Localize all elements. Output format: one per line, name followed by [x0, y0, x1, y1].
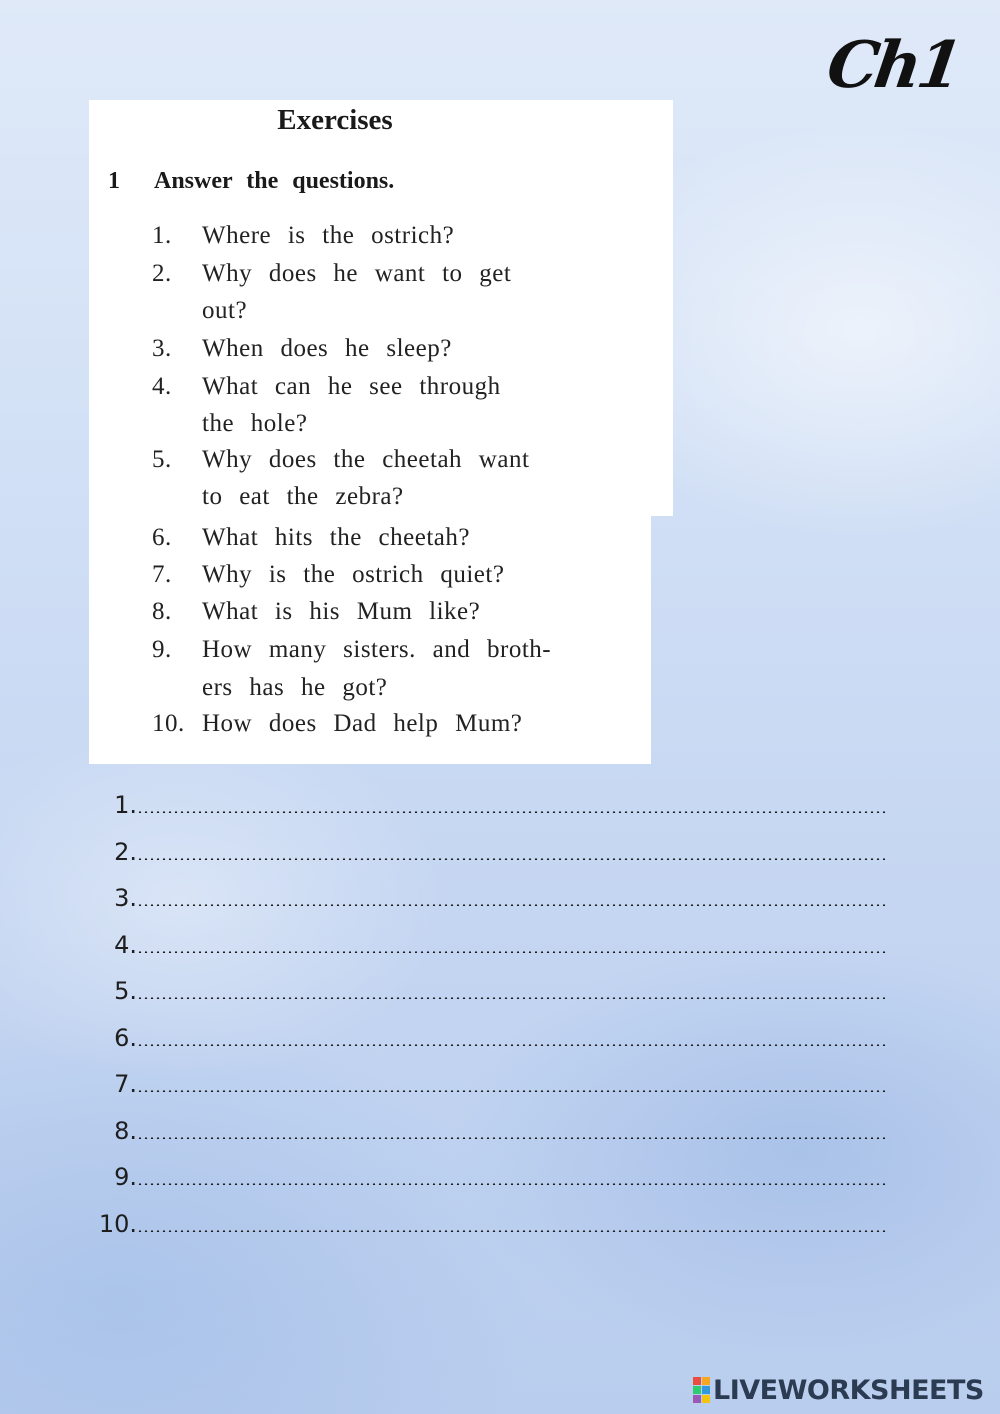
logo-square — [693, 1395, 701, 1403]
answer-line[interactable] — [95, 1209, 885, 1239]
question-text: What can he see through — [202, 373, 501, 400]
question-item — [152, 598, 622, 626]
logo-square — [693, 1377, 701, 1385]
question-item — [152, 561, 622, 589]
answer-line[interactable] — [95, 1116, 885, 1146]
question-text: the hole? — [202, 410, 308, 437]
answer-line[interactable] — [95, 790, 885, 820]
logo-square — [702, 1386, 710, 1394]
exercises-title: Exercises — [277, 104, 393, 136]
answer-line-number: 6. — [114, 1024, 137, 1052]
answer-line-number: 8. — [114, 1117, 137, 1145]
question-number: 1. — [152, 222, 172, 249]
question-item-continuation — [152, 297, 622, 325]
question-text: What is his Mum like? — [202, 598, 481, 625]
exercise-instruction: Answer the questions. — [154, 168, 395, 194]
answer-dotted-field[interactable] — [137, 997, 885, 999]
question-text: What hits the cheetah? — [202, 524, 470, 551]
answer-line-number: 1. — [114, 791, 137, 819]
answer-line[interactable] — [95, 1069, 885, 1099]
question-item — [152, 222, 622, 250]
question-number: 7. — [152, 561, 172, 588]
question-number: 8. — [152, 598, 172, 625]
question-number: 6. — [152, 524, 172, 551]
answer-dotted-field[interactable] — [137, 858, 885, 860]
question-text: out? — [202, 297, 248, 324]
logo-square — [702, 1377, 710, 1385]
answer-line[interactable] — [95, 1023, 885, 1053]
answer-dotted-field[interactable] — [137, 1044, 885, 1046]
logo-square — [702, 1395, 710, 1403]
answer-dotted-field[interactable] — [137, 811, 885, 813]
question-text: How many sisters. and broth- — [202, 636, 552, 663]
answer-line[interactable] — [95, 1162, 885, 1192]
question-number: 4. — [152, 373, 172, 400]
question-text: Why does the cheetah want — [202, 446, 530, 473]
liveworksheets-logo-icon — [693, 1377, 710, 1403]
answer-line[interactable] — [95, 883, 885, 913]
question-item — [152, 335, 622, 363]
answer-line-number: 9. — [114, 1163, 137, 1191]
logo-square — [693, 1386, 701, 1394]
question-text: ers has he got? — [202, 674, 388, 701]
question-item-continuation — [152, 483, 622, 511]
answer-line-number: 3. — [114, 884, 137, 912]
brand-name: LIVEWORKSHEETS — [713, 1374, 984, 1406]
question-number: 2. — [152, 260, 172, 287]
answer-dotted-field[interactable] — [137, 951, 885, 953]
question-item — [152, 260, 622, 288]
question-number: 9. — [152, 636, 172, 663]
answer-line-number: 10. — [98, 1210, 137, 1238]
answer-line-number: 7. — [114, 1070, 137, 1098]
answer-line-number: 5. — [114, 977, 137, 1005]
question-number: 3. — [152, 335, 172, 362]
answer-line[interactable] — [95, 976, 885, 1006]
question-number: 10. — [152, 710, 185, 737]
question-text: to eat the zebra? — [202, 483, 404, 510]
question-item-continuation — [152, 410, 622, 438]
question-text: Why is the ostrich quiet? — [202, 561, 505, 588]
question-item — [152, 636, 622, 664]
answer-line-number: 2. — [114, 838, 137, 866]
answer-dotted-field[interactable] — [137, 1137, 885, 1139]
question-item — [152, 710, 622, 738]
question-text: When does he sleep? — [202, 335, 452, 362]
chapter-label: Ch1 — [822, 28, 964, 103]
question-item-continuation — [152, 674, 622, 702]
question-text: How does Dad help Mum? — [202, 710, 523, 737]
question-item — [152, 524, 622, 552]
question-item — [152, 373, 622, 401]
exercise-number: 1 — [108, 168, 120, 194]
exercise-heading — [108, 168, 394, 195]
brand-logo[interactable] — [693, 1375, 984, 1405]
question-text: Why does he want to get — [202, 260, 512, 287]
question-number: 5. — [152, 446, 172, 473]
answer-line[interactable] — [95, 837, 885, 867]
question-item — [152, 446, 622, 474]
answer-line-number: 4. — [114, 931, 137, 959]
answer-dotted-field[interactable] — [137, 1090, 885, 1092]
answer-dotted-field[interactable] — [137, 904, 885, 906]
answer-line[interactable] — [95, 930, 885, 960]
question-text: Where is the ostrich? — [202, 222, 455, 249]
answer-dotted-field[interactable] — [137, 1183, 885, 1185]
answer-dotted-field[interactable] — [137, 1230, 885, 1232]
